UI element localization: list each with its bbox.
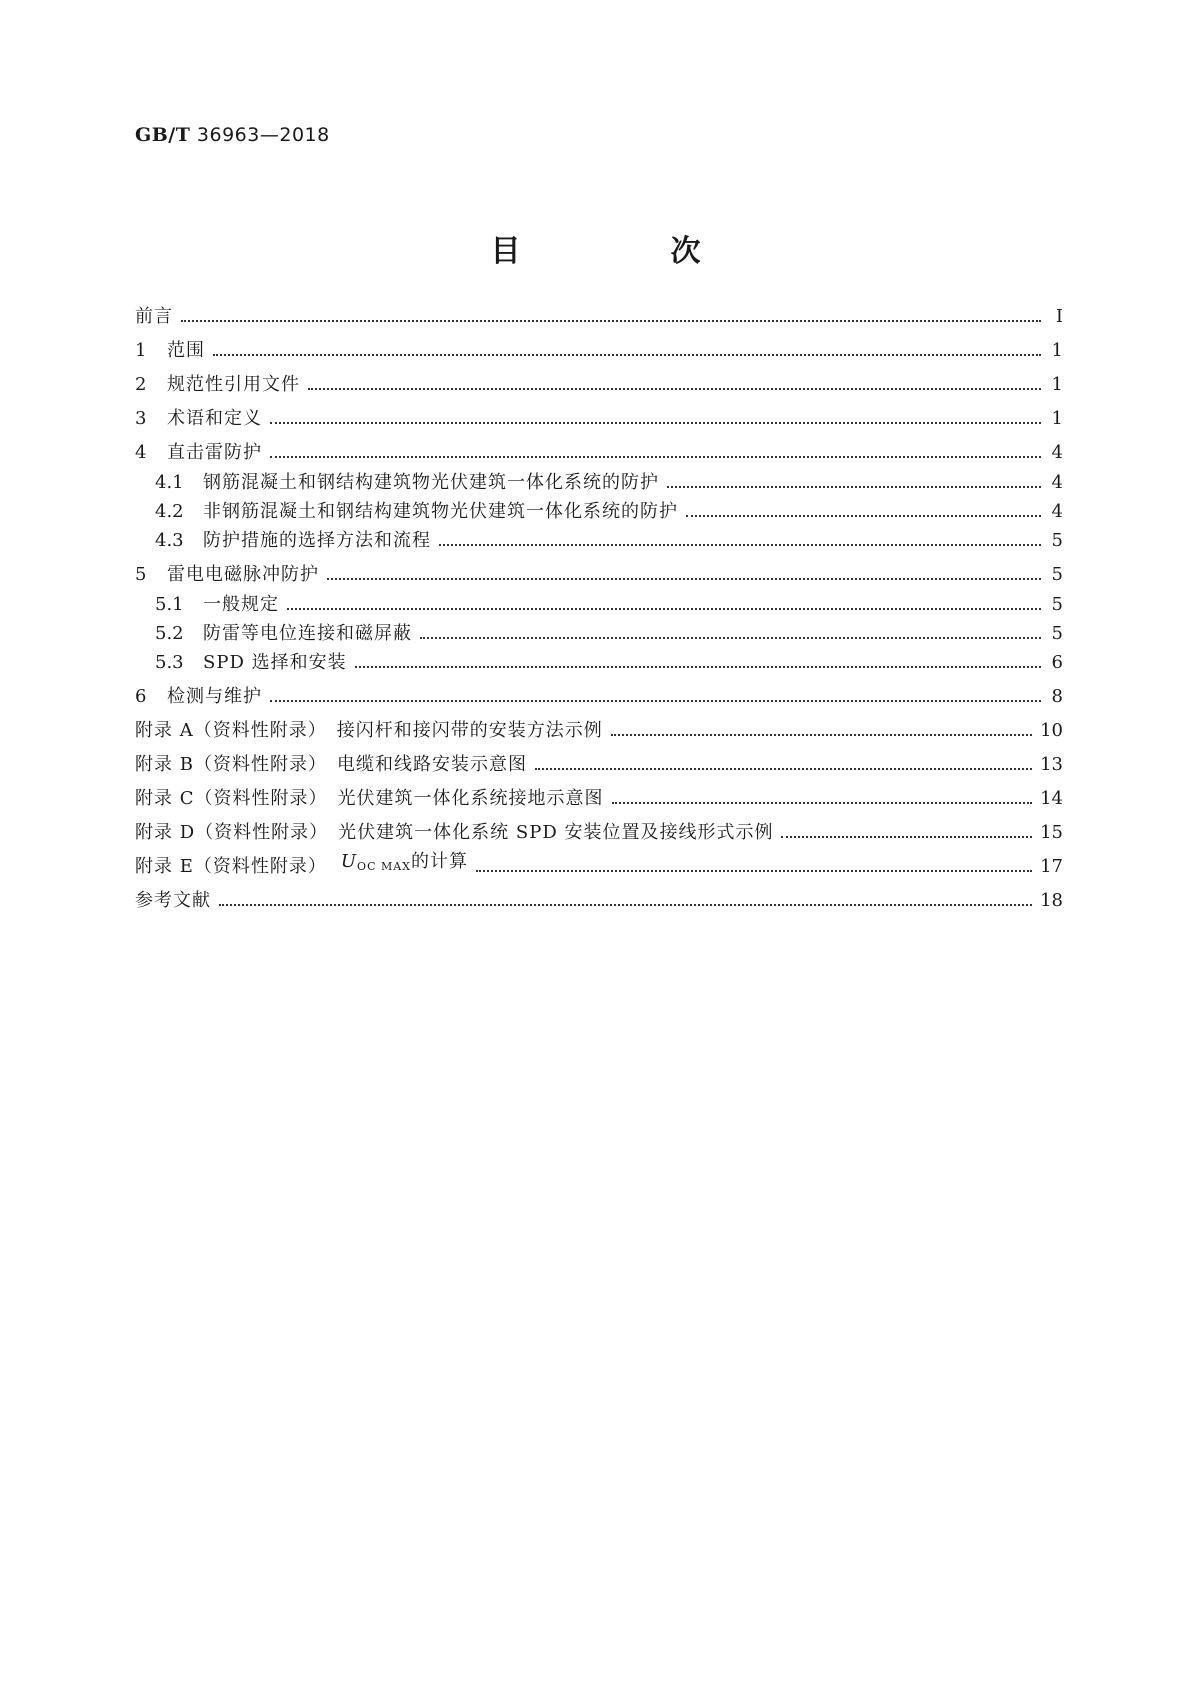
toc-entry-4-3[interactable] xyxy=(135,528,1063,554)
toc-entry-number: 2 xyxy=(135,374,147,395)
toc-entry-4-1[interactable] xyxy=(135,470,1063,496)
toc-entry-number: 6 xyxy=(135,686,147,707)
toc-entry-number: 5.3 xyxy=(155,652,184,673)
toc-page-number: 5 xyxy=(1051,564,1063,585)
toc-leader-dots xyxy=(270,700,1041,702)
toc-page-number: 5 xyxy=(1051,594,1063,615)
table-of-contents xyxy=(135,0,1063,1684)
toc-entry-text: 附录 B（资料性附录） 电缆和线路安装示意图 xyxy=(135,754,527,775)
toc-page-number: 5 xyxy=(1051,530,1063,551)
toc-title: 目 次 xyxy=(490,234,761,269)
toc-entry-preface[interactable] xyxy=(135,304,1063,330)
toc-entry-text: 参考文献 xyxy=(135,890,211,911)
toc-leader-dots xyxy=(270,422,1041,424)
toc-leader-dots xyxy=(287,608,1041,610)
toc-entry-text: 雷电电磁脉冲防护 xyxy=(167,564,319,585)
toc-page-number: 4 xyxy=(1051,442,1063,463)
toc-leader-dots xyxy=(181,320,1041,322)
toc-entry-appendix-e[interactable] xyxy=(135,851,1063,880)
toc-leader-dots xyxy=(219,904,1032,906)
toc-page-number: 15 xyxy=(1040,822,1063,843)
toc-page-number: 18 xyxy=(1040,890,1063,911)
toc-page-number: 13 xyxy=(1040,754,1063,775)
toc-entry-4[interactable] xyxy=(135,440,1063,466)
toc-page-number: 8 xyxy=(1051,686,1063,707)
toc-leader-dots xyxy=(327,578,1041,580)
toc-page-number: 14 xyxy=(1040,788,1063,809)
toc-entry-appendix-c[interactable] xyxy=(135,786,1063,812)
toc-entry-number: 5.1 xyxy=(155,594,184,615)
toc-entry-4-2[interactable] xyxy=(135,499,1063,525)
toc-entry-text: 检测与维护 xyxy=(167,686,262,707)
toc-page-number: 4 xyxy=(1051,501,1063,522)
toc-leader-dots xyxy=(355,666,1041,668)
toc-entry-text: 范围 xyxy=(167,340,205,361)
toc-leader-dots xyxy=(439,544,1041,546)
toc-entry-text: 非钢筋混凝土和钢结构建筑物光伏建筑一体化系统的防护 xyxy=(203,501,678,522)
toc-entry-text: 直击雷防护 xyxy=(167,442,262,463)
toc-entry-text: 规范性引用文件 xyxy=(167,374,300,395)
toc-leader-dots xyxy=(420,637,1041,639)
formula-subscript: OC MAX xyxy=(357,860,412,873)
toc-entry-number: 4.1 xyxy=(155,472,184,493)
toc-entry-appendix-a[interactable] xyxy=(135,718,1063,744)
toc-entry-text: 附录 E（资料性附录） xyxy=(135,856,327,877)
toc-entry-text: SPD 选择和安装 xyxy=(203,652,347,673)
toc-entry-3[interactable] xyxy=(135,406,1063,432)
toc-entry-text: 附录 A（资料性附录） 接闪杆和接闪带的安装方法示例 xyxy=(135,720,603,741)
toc-entry-number: 3 xyxy=(135,408,147,429)
toc-entry-text: 附录 C（资料性附录） 光伏建筑一体化系统接地示意图 xyxy=(135,788,604,809)
toc-leader-dots xyxy=(781,836,1032,838)
toc-entry-2[interactable] xyxy=(135,372,1063,398)
toc-entry-text: 一般规定 xyxy=(203,594,279,615)
toc-entry-text: 术语和定义 xyxy=(167,408,262,429)
toc-page-number: 10 xyxy=(1040,720,1063,741)
toc-page-number: 1 xyxy=(1051,340,1063,361)
toc-entry-number: 4 xyxy=(135,442,147,463)
toc-entry-text: 防护措施的选择方法和流程 xyxy=(203,530,431,551)
toc-leader-dots xyxy=(686,515,1041,517)
toc-leader-dots xyxy=(308,388,1041,390)
standard-number: 36963—2018 xyxy=(196,124,330,146)
toc-leader-dots xyxy=(612,802,1033,804)
toc-page-number: Ⅰ xyxy=(1055,306,1063,327)
toc-entry-number: 4.2 xyxy=(155,501,184,522)
toc-entry-5-2[interactable] xyxy=(135,621,1063,647)
toc-page-number: 6 xyxy=(1051,652,1063,673)
toc-page-number: 4 xyxy=(1051,472,1063,493)
toc-entry-number: 1 xyxy=(135,340,147,361)
standard-prefix: GB/T xyxy=(135,124,191,146)
toc-entry-number: 5 xyxy=(135,564,147,585)
toc-page-number: 5 xyxy=(1051,623,1063,644)
toc-leader-dots xyxy=(535,768,1032,770)
toc-entry-appendix-b[interactable] xyxy=(135,752,1063,778)
toc-entry-text: 前言 xyxy=(135,306,173,327)
formula-rest: 的计算 xyxy=(411,851,469,872)
formula-u-symbol: U xyxy=(340,851,358,872)
toc-leader-dots xyxy=(270,456,1041,458)
toc-entry-number: 5.2 xyxy=(155,623,184,644)
toc-leader-dots xyxy=(667,486,1041,488)
toc-leader-dots xyxy=(476,870,1032,872)
toc-entry-text: 附录 D（资料性附录） 光伏建筑一体化系统 SPD 安装位置及接线形式示例 xyxy=(135,822,774,843)
toc-entry-5-3[interactable] xyxy=(135,650,1063,676)
toc-entry-5[interactable] xyxy=(135,562,1063,588)
toc-entry-references[interactable] xyxy=(135,888,1063,914)
toc-entry-number: 4.3 xyxy=(155,530,184,551)
toc-entry-formula xyxy=(341,849,468,880)
toc-page-number: 1 xyxy=(1051,374,1063,395)
toc-leader-dots xyxy=(213,354,1041,356)
toc-entry-1[interactable] xyxy=(135,338,1063,364)
toc-entry-text: 钢筋混凝土和钢结构建筑物光伏建筑一体化系统的防护 xyxy=(203,472,659,493)
toc-entry-text: 防雷等电位连接和磁屏蔽 xyxy=(203,623,412,644)
toc-entry-appendix-d[interactable] xyxy=(135,820,1063,846)
toc-page-number: 1 xyxy=(1051,408,1063,429)
toc-page-number: 17 xyxy=(1040,856,1063,877)
toc-entry-6[interactable] xyxy=(135,684,1063,710)
toc-entry-5-1[interactable] xyxy=(135,592,1063,618)
toc-leader-dots xyxy=(611,734,1032,736)
